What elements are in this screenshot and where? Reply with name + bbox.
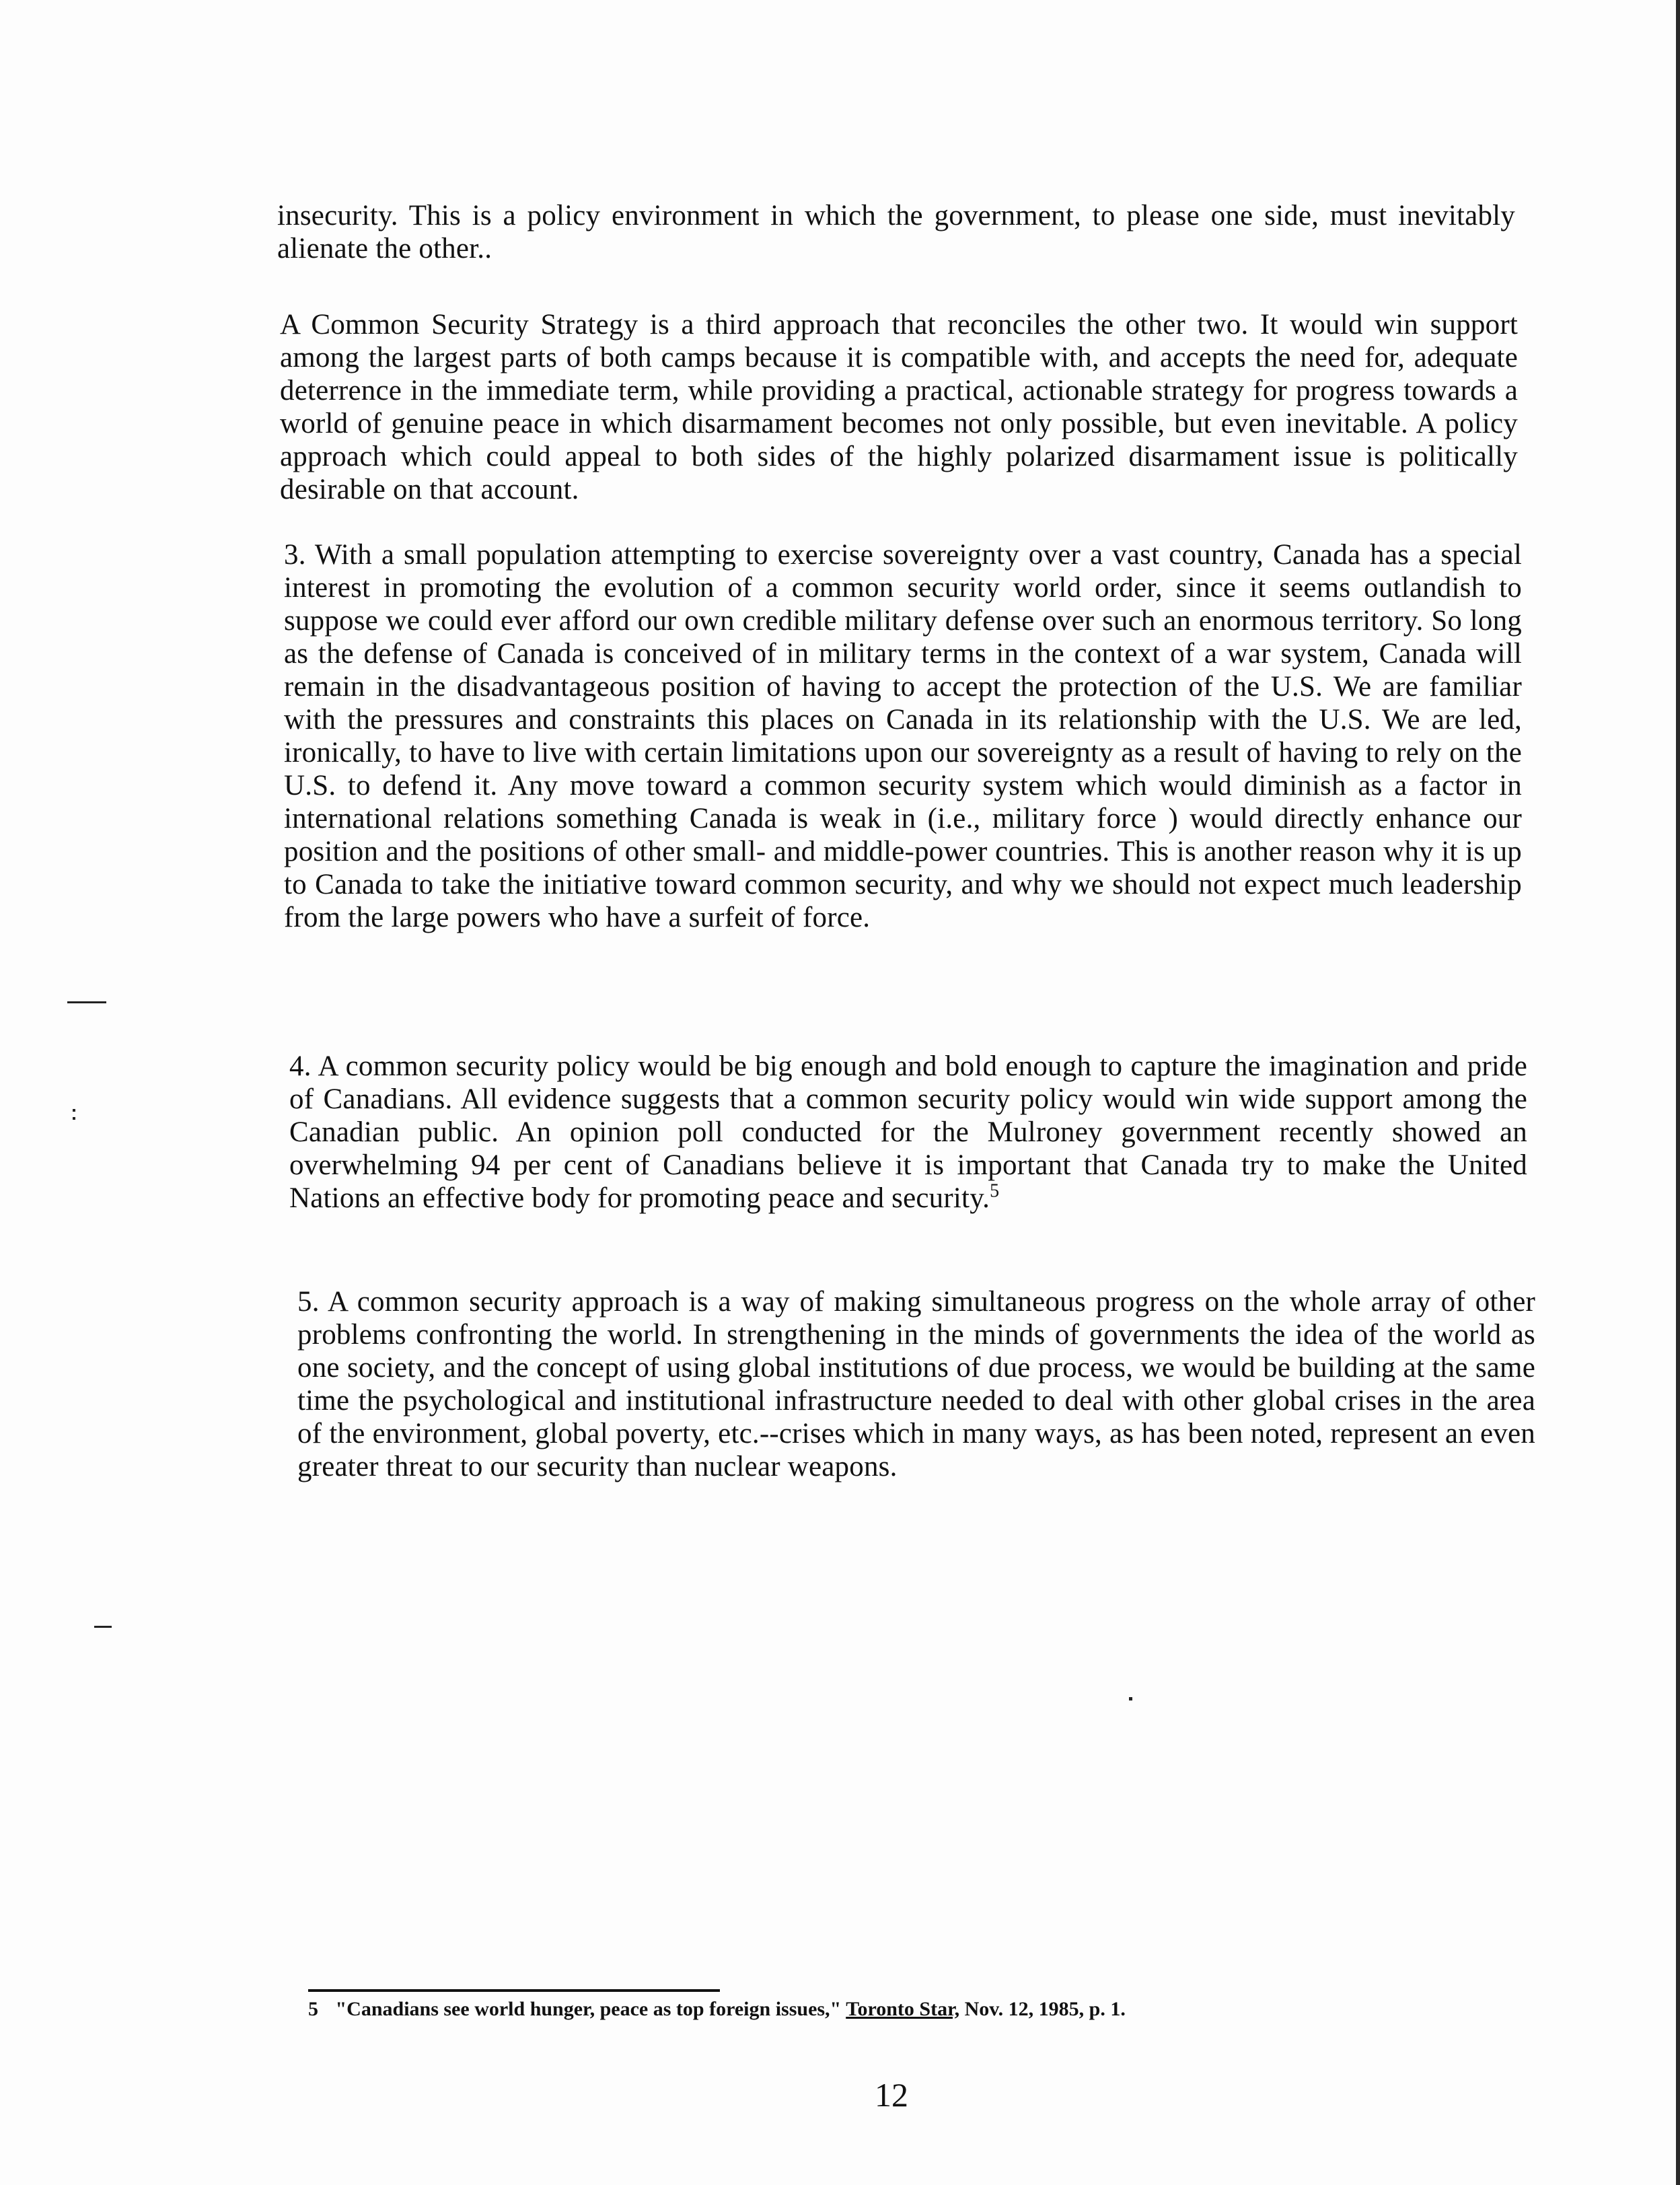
footnote-date: Nov. 12, 1985, p. 1. (964, 1998, 1126, 2020)
footnote-reference: 5 (990, 1180, 1000, 1202)
paragraph-point-4-text: 4. A common security policy would be big enough and bold enough to capture the imagination and pride of Canadians. All evidence suggests that a common security policy would win wide support among the Canadian public. An opinion poll conducted for the Mulroney government recently showed an overwhelming 94 per cent of Canadians believe it is important that Canada try to make the United Nations an effective body for promoting peace and security. (289, 1050, 1527, 1214)
paragraph-point-5: 5. A common security approach is a way of making simultaneous progress on the whole array of other problems confronting the world. In strengthening in the minds of governments the idea of the world as one society, and the concept of using global institutions of due process, we would be building at the same time the psychological and institutional infrastructure needed to deal with other global crises in the area of the environment, global poverty, etc.--crises which in many ways, as has been noted, represent an even greater threat to our security than nuclear weapons. (297, 1286, 1535, 1482)
footnote-number: 5 (308, 1998, 318, 2020)
page-number: 12 (875, 2076, 908, 2114)
scan-edge (1676, 0, 1680, 2185)
paragraph-insecurity: insecurity. This is a policy environment in which the government, to please one side, must inevitably alienate the other.. (277, 200, 1515, 264)
footnote-divider (308, 1989, 720, 1992)
margin-mark (67, 1001, 106, 1003)
margin-mark (94, 1626, 112, 1628)
margin-mark (73, 1117, 75, 1120)
footnote-source: Toronto Star, (846, 1998, 960, 2020)
speck-mark (1129, 1697, 1132, 1700)
footnote-quote: "Canadians see world hunger, peace as top foreign issues," (335, 1998, 842, 2020)
paragraph-point-3: 3. With a small population attempting to exercise sovereignty over a vast country, Canada has a special interest in promoting the evolution of a common security world order, since it seems outlandish to suppose we could ever afford our own credible military defense over such an enormous territory. So long as the defense of Canada is conceived of in military terms in the context of a war system, Canada will remain in the disadvantageous position of having to accept the protection of the U.S. We are familiar with the pressures and constraints this places on Canada in its relationship with the U.S. We are led, ironically, to have to live with certain limitations upon our sovereignty as a result of having to rely on the U.S. to defend it. Any move toward a common security system which would diminish as a factor in international relations something Canada is weak in (i.e., military force ) would directly enhance our position and the positions of other small- and middle-power countries. This is another reason why it is up to Canada to take the initiative toward common security, and why we should not expect much leadership from the large powers who have a surfeit of force. (284, 539, 1522, 933)
margin-mark (73, 1109, 75, 1112)
paragraph-common-security-strategy: A Common Security Strategy is a third approach that reconciles the other two. It would win support among the largest parts of both camps because it is compatible with, and accepts the need for, adequate deterrence in the immediate term, while providing a practical, actionable strategy for progress towards a world of genuine peace in which disarmament becomes not only possible, but even inevitable. A policy approach which could appeal to both sides of the highly polarized disarmament issue is politically desirable on that account. (280, 309, 1518, 505)
footnote (308, 1997, 1452, 2021)
paragraph-point-4 (289, 1050, 1527, 1215)
